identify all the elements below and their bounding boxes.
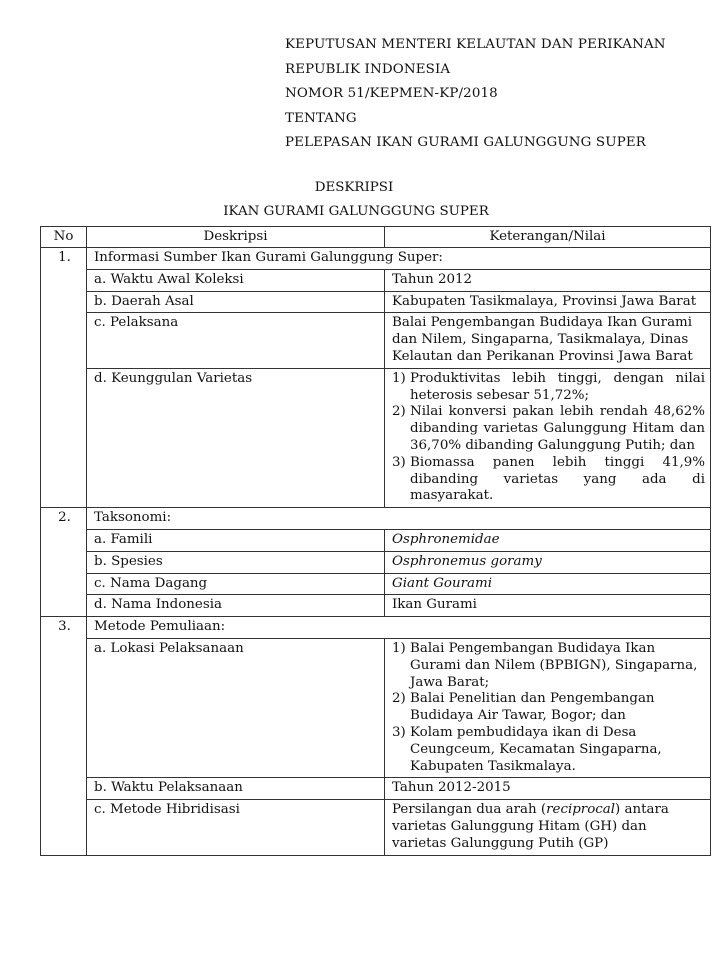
row-value: Osphronemidae xyxy=(385,529,711,551)
row-value: Kabupaten Tasikmalaya, Provinsi Jawa Barat xyxy=(385,291,711,313)
row-label: a. Waktu Awal Koleksi xyxy=(87,269,385,291)
table-row xyxy=(41,529,711,551)
row-label: b. Waktu Pelaksanaan xyxy=(87,778,385,800)
section-row xyxy=(41,617,711,639)
table-row xyxy=(41,638,711,777)
row-label: c. Nama Dagang xyxy=(87,573,385,595)
table-row xyxy=(41,291,711,313)
advantage-list xyxy=(392,371,705,505)
row-label: d. Keunggulan Varietas xyxy=(87,368,385,507)
row-value: Tahun 2012-2015 xyxy=(385,778,711,800)
row-value xyxy=(385,800,711,855)
header-line-3: NOMOR 51/KEPMEN-KP/2018 xyxy=(285,86,498,101)
section-row xyxy=(41,248,711,270)
row-label: d. Nama Indonesia xyxy=(87,595,385,617)
table-row xyxy=(41,313,711,368)
list-item xyxy=(392,641,705,691)
section-number: 3. xyxy=(41,617,87,855)
row-value xyxy=(385,368,711,507)
value-text-pre: Persilangan dua arah ( xyxy=(392,802,547,818)
header-line-2: REPUBLIK INDONESIA xyxy=(285,61,451,77)
table-row xyxy=(41,368,711,507)
header-no: No xyxy=(41,227,87,248)
section-title: Taksonomi: xyxy=(87,508,711,530)
list-number: 2) xyxy=(392,691,406,707)
location-list xyxy=(392,641,705,775)
table-row xyxy=(41,551,711,573)
table-header-row xyxy=(41,227,711,248)
list-item xyxy=(392,691,705,725)
row-label: c. Pelaksana xyxy=(87,313,385,368)
list-text: Balai Pengembangan Budidaya Ikan Gurami dan Nilem (BPBIGN), Singaparna, Jawa Barat; xyxy=(410,640,698,690)
table-row xyxy=(41,800,711,855)
list-number: 1) xyxy=(392,370,406,386)
list-number: 1) xyxy=(392,640,406,656)
list-item xyxy=(392,371,705,405)
table-row xyxy=(41,595,711,617)
header-line-4: TENTANG xyxy=(285,110,357,126)
table-row xyxy=(41,269,711,291)
list-text: Balai Penelitian dan Pengembangan Budidaya Air Tawar, Bogor; dan xyxy=(410,691,655,724)
section-title: Metode Pemuliaan: xyxy=(87,617,711,639)
section-row xyxy=(41,508,711,530)
list-number: 3) xyxy=(392,724,406,740)
doc-title-line-1: DESKRIPSI xyxy=(314,180,394,195)
row-label: b. Spesies xyxy=(87,551,385,573)
list-text: Kolam pembudidaya ikan di Desa Ceungceum, Kecamatan Singaparna, Kabupaten Tasikmalaya. xyxy=(410,724,662,774)
table-row xyxy=(41,778,711,800)
row-value: Balai Pengembangan Budidaya Ikan Gurami dan Nilem, Singaparna, Tasikmalaya, Dinas Kelautan dan Perikanan Provinsi Jawa Barat xyxy=(385,313,711,368)
list-item xyxy=(392,404,705,454)
row-label: a. Famili xyxy=(87,529,385,551)
list-text: Biomassa panen lebih tinggi 41,9% dibanding varietas yang ada di masyarakat. xyxy=(410,454,705,504)
list-text: Nilai konversi pakan lebih rendah 48,62% dibanding varietas Galunggung Hitam dan 36,70% dibanding Galunggung Putih; dan xyxy=(410,404,705,453)
section-number: 1. xyxy=(41,248,87,508)
table-row xyxy=(41,573,711,595)
value-text-italic: reciprocal xyxy=(546,802,616,818)
row-label: b. Daerah Asal xyxy=(87,291,385,313)
row-value: Giant Gourami xyxy=(385,573,711,595)
header-value: Keterangan/Nilai xyxy=(385,227,711,248)
row-value xyxy=(385,638,711,777)
list-item xyxy=(392,725,705,775)
description-table xyxy=(40,226,711,856)
header-line-1: KEPUTUSAN MENTERI KELAUTAN DAN PERIKANAN xyxy=(285,37,666,52)
header-line-5: PELEPASAN IKAN GURAMI GALUNGGUNG SUPER xyxy=(285,135,647,150)
section-number: 2. xyxy=(41,508,87,617)
section-title: Informasi Sumber Ikan Gurami Galunggung Super: xyxy=(87,248,711,270)
list-text: Produktivitas lebih tinggi, dengan nilai heterosis sebesar 51,72%; xyxy=(410,370,705,403)
header-description: Deskripsi xyxy=(87,227,385,248)
row-value: Osphronemus goramy xyxy=(385,551,711,573)
decree-header xyxy=(285,33,666,156)
doc-title-line-2: IKAN GURAMI GALUNGGUNG SUPER xyxy=(223,204,489,219)
list-number: 3) xyxy=(392,454,406,470)
value-text-post: ) antara varietas Galunggung Hitam (GH) dan varietas Galunggung Putih (GP) xyxy=(392,802,669,851)
row-value: Ikan Gurami xyxy=(385,595,711,617)
list-number: 2) xyxy=(392,404,406,420)
row-value: Tahun 2012 xyxy=(385,269,711,291)
row-label: a. Lokasi Pelaksanaan xyxy=(87,638,385,777)
list-item xyxy=(392,455,705,505)
row-label: c. Metode Hibridisasi xyxy=(87,800,385,855)
